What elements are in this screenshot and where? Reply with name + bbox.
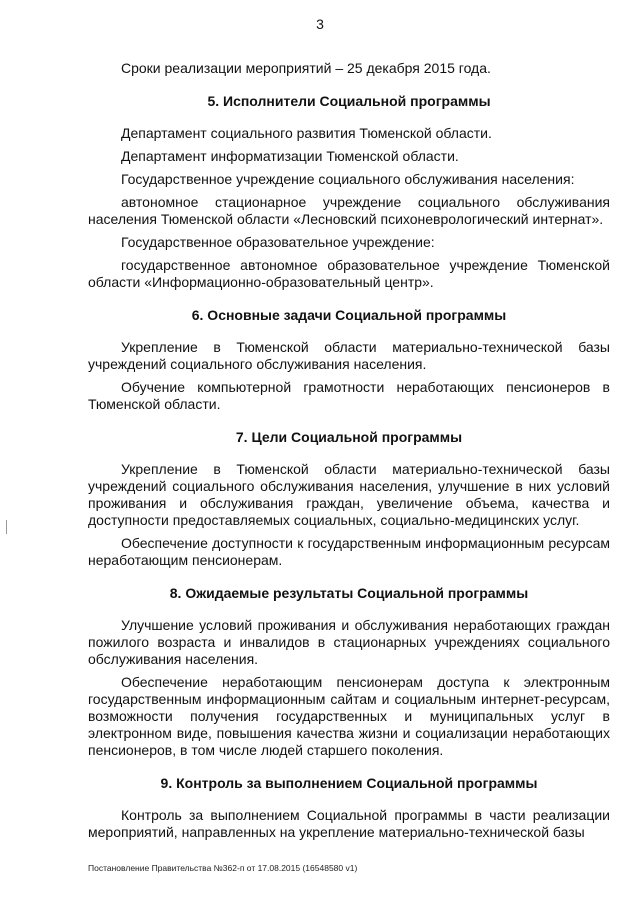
paragraph-result-1: Улучшение условий проживания и обслуживания неработающих граждан пожилого возраста и инвалидов в стационарных учреждениях социального обслуживания населения.	[88, 617, 610, 667]
document-body	[88, 60, 610, 841]
margin-mark	[6, 520, 7, 534]
document-footer: Постановление Правительства №362-п от 17.08.2015 (16548580 v1)	[88, 863, 358, 873]
paragraph-deadline: Сроки реализации мероприятий – 25 декабря 2015 года.	[121, 60, 491, 76]
heading-section-6: 6. Основные задачи Социальной программы	[191, 307, 507, 323]
paragraph-executor-3: Государственное учреждение социального обслуживания населения:	[121, 171, 575, 187]
paragraph-task-2: Обучение компьютерной грамотности неработающих пенсионеров в Тюменской области.	[88, 379, 610, 412]
page-number: 3	[316, 16, 324, 32]
paragraph-executor-5: Государственное образовательное учреждение:	[121, 234, 435, 250]
paragraph-result-2: Обеспечение неработающим пенсионерам доступа к электронным государственным информационным сайтам и социальным интернет-ресурсам, возможности получения государственных и муниципальных услуг в электронном виде, повышения качества жизни и социализации неработающих пенсионеров, в том числе людей старшего поколения.	[88, 674, 610, 758]
paragraph-task-1: Укрепление в Тюменской области материально-технической базы учреждений социального обслуживания населения.	[88, 339, 610, 372]
paragraph-executor-4: автономное стационарное учреждение социального обслуживания населения Тюменской области «Лесновский психоневрологический интернат».	[88, 194, 610, 227]
paragraph-executor-1: Департамент социального развития Тюменской области.	[121, 125, 492, 141]
heading-section-5: 5. Исполнители Социальной программы	[207, 93, 491, 109]
paragraph-executor-6: государственное автономное образовательное учреждение Тюменской области «Информационно-образовательный центр».	[88, 257, 610, 290]
paragraph-executor-2: Департамент информатизации Тюменской области.	[121, 148, 459, 164]
paragraph-control-1: Контроль за выполнением Социальной программы в части реализации мероприятий, направленных на укрепление материально-технической базы	[88, 807, 610, 840]
heading-section-9: 9. Контроль за выполнением Социальной программы	[160, 775, 538, 791]
heading-section-8: 8. Ожидаемые результаты Социальной программы	[169, 585, 529, 601]
paragraph-goal-1: Укрепление в Тюменской области материально-технической базы учреждений социального обслуживания населения, улучшение в них условий проживания и обслуживания граждан, увеличение объема, качества и доступности предоставляемых социальных, социально-медицинских услуг.	[88, 461, 610, 528]
heading-section-7: 7. Цели Социальной программы	[235, 429, 463, 445]
paragraph-goal-2: Обеспечение доступности к государственным информационным ресурсам неработающим пенсионерам.	[88, 535, 610, 568]
